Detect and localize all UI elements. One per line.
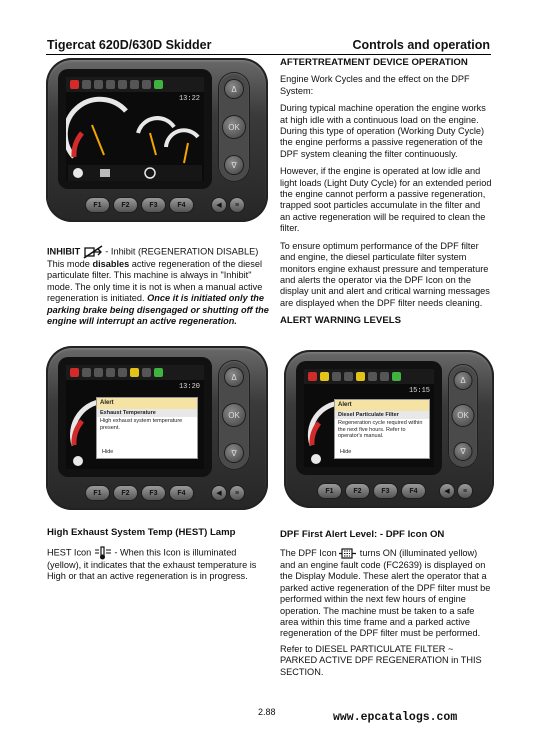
thermometer-icon bbox=[94, 546, 112, 560]
menu-key[interactable]: ≡ bbox=[230, 198, 244, 212]
screen-bezel bbox=[296, 361, 442, 475]
alert-bar: Alert bbox=[335, 400, 429, 411]
f1-key[interactable]: F1 bbox=[86, 198, 109, 212]
nav-pad bbox=[448, 364, 478, 468]
inhibit-text-bold: disables bbox=[92, 259, 130, 269]
paragraph-2: During typical machine operation the engine works at high idle with a continuous load on the engine. During this type of operation (Working Duty Cycle) the engine performs a passive regeneration of the DPF system cleaning the filter continuously. bbox=[280, 103, 486, 159]
dpf-caption: DPF First Alert Level: - DPF Icon ON bbox=[280, 529, 445, 540]
screen-bezel bbox=[58, 69, 212, 189]
f2-key[interactable]: F2 bbox=[346, 484, 369, 498]
alert-dialog bbox=[334, 399, 430, 459]
gauge-cluster bbox=[66, 77, 204, 181]
watermark: www.epcatalogs.com bbox=[333, 711, 458, 724]
ok-button[interactable]: OK bbox=[453, 405, 474, 426]
function-keys bbox=[86, 486, 193, 500]
paragraph-3: However, if the engine is operated at low idle and light loads (Light Duty Cycle) for an extended period the engine cannot perform a passive regeneration, trapped soot particles accumulate in the filter and an active regeneration will be required to clean the filter. bbox=[280, 166, 492, 234]
down-button[interactable]: ∇ bbox=[455, 443, 472, 460]
function-keys bbox=[318, 484, 425, 498]
inhibit-emphasis: Once it is initiated only the parking brake being disengaged or shutting off the engine will interrupt an active regeneration. bbox=[47, 293, 269, 327]
display-unit-2 bbox=[46, 346, 268, 510]
ok-button[interactable]: OK bbox=[223, 116, 245, 138]
section-heading: AFTERTREATMENT DEVICE OPERATION bbox=[280, 57, 468, 68]
dpf-icon bbox=[339, 547, 357, 560]
alert-bar: Alert bbox=[97, 398, 197, 409]
alert-hide-button[interactable]: Hide bbox=[102, 448, 114, 455]
f3-key[interactable]: F3 bbox=[142, 486, 165, 500]
inhibit-text-2: active regeneration of the diesel particulate filter. This machine is always in "Inhibit" mode. The only time it is not is when a manual active regeneration is initiated. bbox=[47, 259, 263, 304]
up-button[interactable]: Δ bbox=[225, 368, 243, 386]
alert-title: Exhaust Temperature bbox=[97, 409, 197, 418]
hest-text: - When this Icon is illuminated (yellow), it indicates that the exhaust temperature is High or that an active regeneration is in progress. bbox=[47, 547, 257, 582]
paragraph-4: To ensure optimum performance of the DPF filter and engine, the diesel particulate filter system monitors engine exhaust pressure and temperature and alerts the operator via the DPF Icon on the display unit and alert and critical warning messages are displayed when the DPF filter needs cleaning. bbox=[280, 240, 490, 308]
page-number: 2.88 bbox=[258, 707, 276, 717]
hest-caption: High Exhaust System Temp (HEST) Lamp bbox=[47, 527, 236, 538]
right-column bbox=[280, 57, 492, 333]
inhibit-icon bbox=[83, 245, 103, 259]
f4-key[interactable]: F4 bbox=[170, 486, 193, 500]
menu-key[interactable]: ≡ bbox=[230, 486, 244, 500]
paragraph-1: Engine Work Cycles and the effect on the DPF System: bbox=[280, 74, 470, 96]
f1-key[interactable]: F1 bbox=[318, 484, 341, 498]
alert-dialog bbox=[96, 397, 198, 459]
f2-key[interactable]: F2 bbox=[114, 486, 137, 500]
display-unit-3 bbox=[284, 350, 494, 508]
clock-readout: 13:20 bbox=[178, 383, 200, 391]
up-button[interactable]: Δ bbox=[455, 372, 472, 389]
up-button[interactable]: Δ bbox=[225, 80, 243, 98]
alert-title: Diesel Particulate Filter bbox=[335, 411, 429, 420]
f2-key[interactable]: F2 bbox=[114, 198, 137, 212]
ok-button[interactable]: OK bbox=[223, 404, 245, 426]
f3-key[interactable]: F3 bbox=[374, 484, 397, 498]
back-key[interactable]: ◀ bbox=[212, 198, 226, 212]
down-button[interactable]: ∇ bbox=[225, 444, 243, 462]
alert-hide-button[interactable]: Hide bbox=[340, 448, 352, 455]
inhibit-label: INHIBIT bbox=[47, 246, 81, 257]
hest-prefix: HEST Icon bbox=[47, 547, 92, 558]
dpf-text: turns ON (illuminated yellow) and an engine fault code (FC2639) is displayed on the Display Module. These alert the operator that a parked active regeneration of the DPF filter must be performed within the next few hours of engine operation. The machine must be taken to a safe area within this time frame and a parked active regeneration of the DPF filter must be performed. bbox=[280, 547, 491, 639]
f4-key[interactable]: F4 bbox=[402, 484, 425, 498]
hest-paragraph bbox=[47, 546, 269, 583]
dpf-refer: Refer to DIESEL PARTICULATE FILTER ~ PARKED ACTIVE DPF REGENERATION in THIS SECTION. bbox=[280, 643, 482, 677]
menu-key[interactable]: ≡ bbox=[458, 484, 472, 498]
section-title: Controls and operation bbox=[352, 38, 490, 52]
nav-pad bbox=[218, 360, 250, 470]
alert-message: Regeneration cycle required within the next five hours. Refer to operator's manual. bbox=[338, 420, 423, 439]
alert-message: High exhaust system temperature present. bbox=[100, 418, 183, 431]
down-button[interactable]: ∇ bbox=[225, 156, 243, 174]
nav-pad bbox=[218, 72, 250, 182]
document-title: Tigercat 620D/630D Skidder bbox=[47, 38, 212, 52]
header-rule bbox=[46, 54, 491, 55]
display-unit-1 bbox=[46, 58, 268, 222]
f3-key[interactable]: F3 bbox=[142, 198, 165, 212]
inhibit-paragraph bbox=[47, 245, 269, 327]
display-screen bbox=[66, 77, 204, 181]
dpf-paragraph bbox=[280, 547, 492, 684]
clock-readout: 15:15 bbox=[408, 387, 430, 395]
display-screen bbox=[66, 365, 204, 469]
function-keys bbox=[86, 198, 193, 212]
f1-key[interactable]: F1 bbox=[86, 486, 109, 500]
dpf-prefix: The DPF Icon bbox=[280, 547, 337, 558]
alert-levels-heading: ALERT WARNING LEVELS bbox=[280, 315, 401, 327]
clock-readout: 13:22 bbox=[178, 95, 200, 103]
screen-bezel bbox=[58, 357, 212, 477]
inhibit-text-1: - Inhibit (REGENERATION DISABLE) This mode bbox=[47, 246, 259, 269]
f4-key[interactable]: F4 bbox=[170, 198, 193, 212]
back-key[interactable]: ◀ bbox=[440, 484, 454, 498]
back-key[interactable]: ◀ bbox=[212, 486, 226, 500]
display-screen bbox=[304, 369, 434, 467]
